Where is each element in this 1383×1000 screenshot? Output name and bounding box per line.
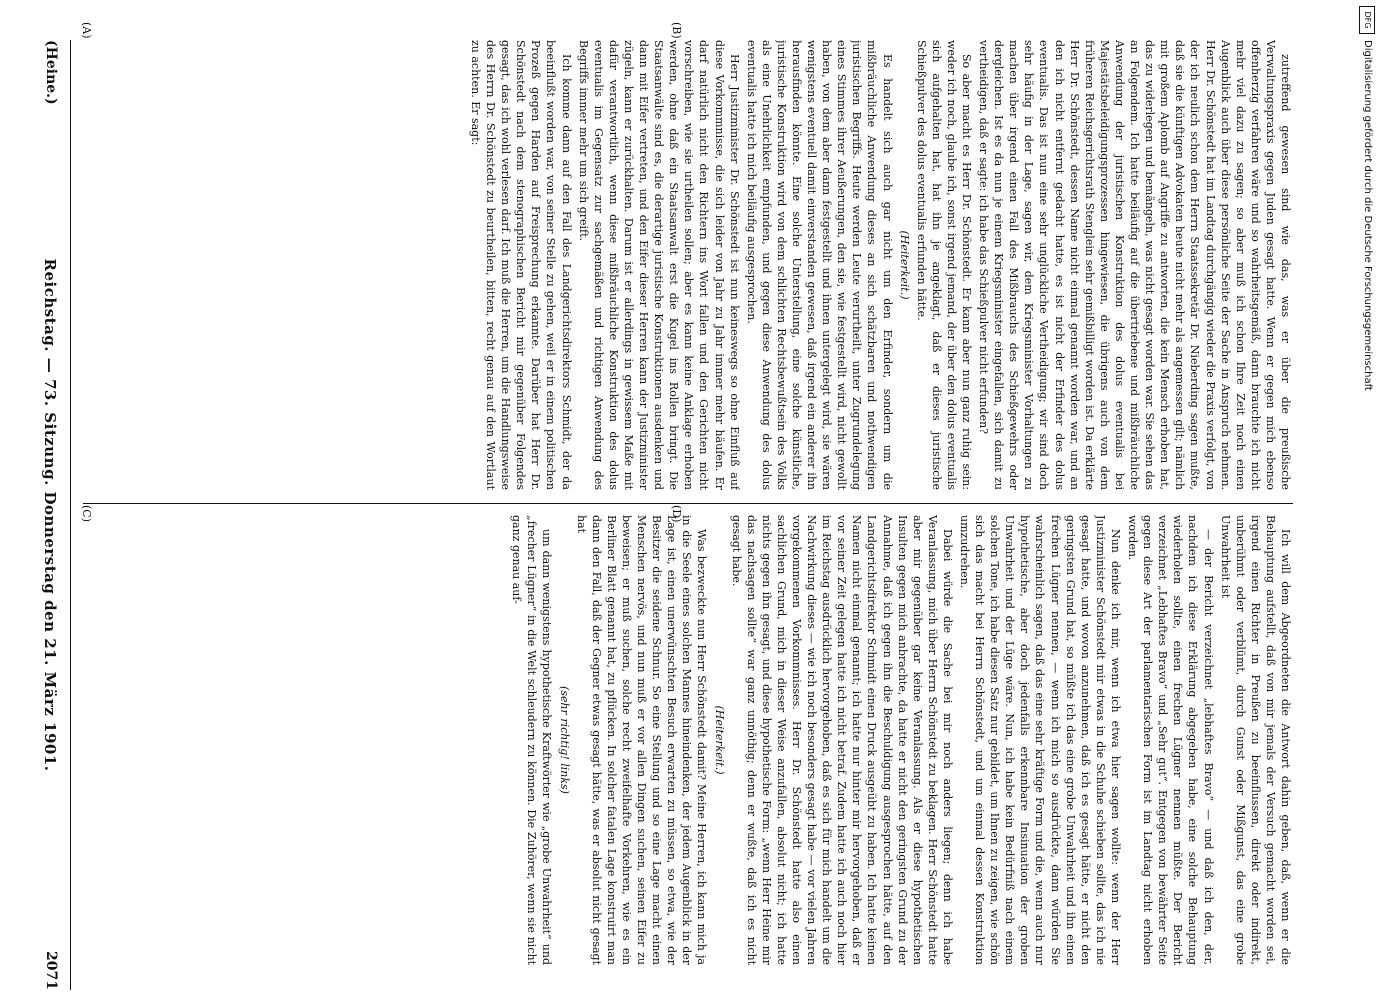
paragraph: So aber macht es Herr Dr. Schönstedt. Er kann aber nun ganz ruhig sein: weder ich noch, glaube ich, sonst irgend jemand, der über den dolus eventualis sich aufgehalten hat, hat ihn je angeklagt, daß er dieses juristische Schießpulver des dolus eventualis erfunden hätte.: [914, 40, 974, 490]
left-column: [83, 40, 1293, 490]
paragraph: Dabei würde die Sache bei mir noch anders liegen; denn ich habe Veranlassung, mich über Herrn Schönstedt zu beklagen. Herr Schönstedt hatte aber mir gegenüber gar keine Veranlassung. Als er diese hypothetischen Insulten gegen mich anbrachte, da hatte er nicht den geringsten Grund zu der Annahme, daß ich gegen ihn die Beschuldigung ausgesprochen hätte, auf den Landgerichtsdirektor Schmidt einen Druck ausgeübt zu haben. Ich hatte keinen Namen nicht einmal genannt; ich hatte nur hinter mir hervorgehoben, daß er vor seiner Zeit gelegen hatte ich nicht betraf. Zudem hatte ich auch noch hier im Reichstag ausdrücklich hervorgehoben, daß es sich für mich handelt um die Nachwirkung dieses — wie ich noch besonders gesagt habe — vor vielen Jahren vorgekommenen Vorkommnisses. Herr Dr. Schönstedt hatte also einen sachlichen Grund, mich in dieser Weise anzufallen, absolut nicht; ich hatte nichts gegen ihn gesagt, und diese hypothetische Form: „wenn Herr Heine mir das nachsagen sollte“ war ganz unnöthig; denn er wußte, daß ich es nicht gesagt habe.: [729, 515, 954, 965]
paragraph: Ich will dem Abgeordneten die Antwort dahin geben, daß, wenn er die Behauptung aufstellt, daß von mir jemals der Versuch gemacht worden sei, irgend einen Richter in Preußen zu beeinflussen, direkt oder indirekt, unberühmt oder verblümt, durch Gunst oder Mißgunst, das eine grobe Unwahrheit ist: [1218, 515, 1292, 965]
header-rule: [70, 40, 71, 990]
paragraph: Ich komme dann auf den Fall des Landgerichtsdirektors Schmidt, der da beeinflußt worden war, von seiner Stelle zu gehen, weil er in einem politischen Prozeß gegen Harden auf Freisprechung erkannte. Darüber hat Herr Dr. Schönstedt nach dem stenographischen Bericht mir gegenüber Folgendes gesagt, das ich wohl verlesen darf. Ich muß die Herren, um die Handlungsweise des Herrn Dr. Schönstedt zu beurtheilen, bitten, recht genau auf den Wortlaut zu achten. Er sagt:: [469, 40, 573, 490]
interjection: (sehr richtig! links): [557, 686, 571, 794]
dfg-logo: DFG: [1359, 6, 1375, 34]
paragraph: Herr Justizminister Dr. Schönstedt ist nun keineswegs so ohne Einfluß auf diese Vorkommnisse, die sich leider von Jahr zu Jahr immer mehr häufen. Er darf natürlich nicht den Richtern ins Wort fallen und den Gerichten nicht vorschreiben, wie sie urtheilen sollen; aber es kann keine Anklage erhoben werden, ohne daß ein Staatsanwalt erst die Kugel ins Rollen bringt. Die Staatsanwälte sind es, die derartige juristische Konstruktionen ausdenken und dann mit Eifer vertreten, und den Eifer dieser Herren kann der Justizminister zügeln, kann er zurückhalten. Darum ist er allerdings in gewissem Maße mit dafür verantwortlich, wenn diese mißbräuchliche Konstruktion des dolus eventualis im Gegensatz zur sachgemäßen und richtigen Anwendung des Begriffs immer mehr um sich greift.: [576, 40, 741, 490]
paragraph: um dann wenigstens hypothetische Kraftwörter wie „grobe Unwahrheit“ und „frecher Lügner“ in die Welt schleudern zu können. Die Zuhörer, wenn sie nicht ganz genau auf-: [510, 515, 554, 965]
margin-letter-a: (A): [80, 22, 93, 39]
digitization-credit: Digitalisierung gefördert durch die Deutsche Forschungsgemeinschaft: [1362, 40, 1373, 391]
paragraph: — der Bericht verzeichnet „lebhaftes Bravo“ — und daß ich den, der, nachdem ich diese Erklärung abgegeben habe, eine solche Behauptung wiederholen sollte, einen frechen Lügner nennen müßte. Der Bericht verzeichnet „Lebhaftes Bravo“ und „Sehr gut“. Entgegen von bewährter Seite gegen diese Art der parlamentarischen Form ist im Landtag nicht erhoben worden.: [1126, 515, 1215, 965]
header-speaker: (Heine.): [43, 40, 59, 105]
paragraph: Es handelt sich auch gar nicht um den Erfinder, sondern um die mißbräuchliche Anwendung dieses an sich schätzbaren und nothwendigen juristischen Begriffs. Heute werden Leute verurtheilt, unter Zugrundelegung eines Stimmes ihrer Aeußerungen, den sie, wie festgestellt wird, nicht gewollt haben, von dem aber dann festgestellt und ihnen untergelegt wird, sie wären wenigstens eventuell damit einverstanden gewesen, daß irgend ein anderer ihn herausfinden könnte. Eine solche Unterstellung, eine solche künstliche, juristische Konstruktion wird von dem schlichten Rechtsbewußtsein des Volks als eine Unehrlichkeit empfunden, und gegen diese Anwendung des dolus eventualis hatte ich mich beiläufig ausgesprochen.: [744, 40, 894, 490]
paragraph: zutreffend gewesen sind wie das, was er über die preußische Verwaltungspraxis gegen Juden gesagt hatte. Wenn er gegen mich ebenso offenherzig verfahren wäre und so wahrheitsgemäß, dann brauchte ich nicht mehr viel dazu zu sagen; so aber muß ich schon Ihre Zeit noch einen Augenblick auch über diese persönliche Seite der Sache in Anspruch nehmen. Herr Dr. Schönstedt hat im Landtag durchgängig wieder die Praxis verfolgt, von der ich neulich schon dem Herrn Staatssekretär Dr. Nieberding sagen mußte, daß sie die künftigen Advokaten heute nicht mehr als angemessen gilt; nämlich mit großem Aplomb auf Angriffe zu antworten, die kein Mensch erhoben hat, das zu widerlegen und bemängeln, was nicht gesagt worden war. Sie sehen das an Folgendem. Ich hatte beiläufig auf die übertriebene und mißbräuchliche Anwendung der juristischen Konstruktion des dolus eventualis bei Majestätsbeleidigungsprozessen hingewiesen, die übrigens auch von dem früheren Reichsgerichtsrath Stenglein sehr gemißbilligt worden ist. Da erklärte Herr Dr. Schönstedt, dessen Name nicht einmal genannt worden war, und an den ich nicht entfernt gedacht hatte, es ist nicht der Erfinder des dolus eventualis. Das ist nun eine sehr unglückliche Vertheidigung; wir sind doch sehr häufig in der Lage, sagen wir, dem Kriegsminister Vorhaltungen zu machen über irgend einen Fall des Mißbrauchs des Schießgewehrs oder dergleichen. Ist es da nun je einem Kriegsminister eingefallen, sich damit zu vertheidigen, daß er sagte: ich habe das Schießpulver nicht erfunden?: [977, 40, 1292, 490]
paragraph: Nun denke ich mir, wenn ich etwa hier sagen wollte: wenn der Herr Justizminister Schönstedt mir etwas in die Schuhe schieben sollte, das ich nie gesagt hatte, und wovon anzunehmen, daß ich es gesagt hätte, er nicht den geringsten Grund hat, so müßte ich das eine grobe Unwahrheit und ihn einen frechen Lügner nennen, — wenn ich mich so ausdrückte, dann würden Sie wahrscheinlich sagen, daß das eine sehr kräftige Form und die, wenn auch nur hypothetische, aber doch jedenfalls erkennbare Insinuation der groben Unwahrheit und der Lüge wäre. Nun, ich habe kein Bedürfniß nach einem solchen Tone, ich habe diesen Satz nur gebildet, um Ihnen zu zeigen, wie schön sich das macht bei Herrn Schönstedt, und um einmal dessen Konstruktion umzudrehen.: [958, 515, 1122, 965]
paragraph: Was bezweckte nun Herr Schönstedt damit? Meine Herren, ich kann mich ja in die Seele eines solchen Mannes hineindenken, der jedem Augenblick in der Lage ist, einen unerwünschten Besuch erwarten zu müssen, so etwa, wie der Besitzer die seidene Schnur. So eine Stellung und so eine Lage macht einen Menschen nervös, und nun muß er vor allen Dingen suchen, seinen Eifer zu beweisen; er muß suchen, solche recht zweifelhafte Vorkehren, wie es ein Berliner Blatt genannt hat, zu pflücken. In solcher fatalen Lage konstruirt man dann den Fall, daß der Gegner etwas gesagt hätte, was er absolut nicht gesagt hat: [574, 515, 709, 965]
page-number: 2071: [43, 951, 59, 990]
margin-letter-d: (D): [670, 505, 683, 523]
interjection: (Heiterkeit.): [712, 705, 726, 775]
margin-letter-c: (C): [80, 505, 93, 522]
interjection: (Heiterkeit.): [897, 230, 911, 300]
right-column: [83, 515, 1293, 965]
digitization-footer: [1337, 0, 1383, 1000]
page-title: Reichstag. — 73. Sitzung. Donnerstag den 21. März 1901.: [41, 258, 59, 772]
page-header: [29, 40, 65, 990]
margin-letter-b: (B): [670, 22, 683, 39]
column-divider: [83, 503, 1293, 504]
